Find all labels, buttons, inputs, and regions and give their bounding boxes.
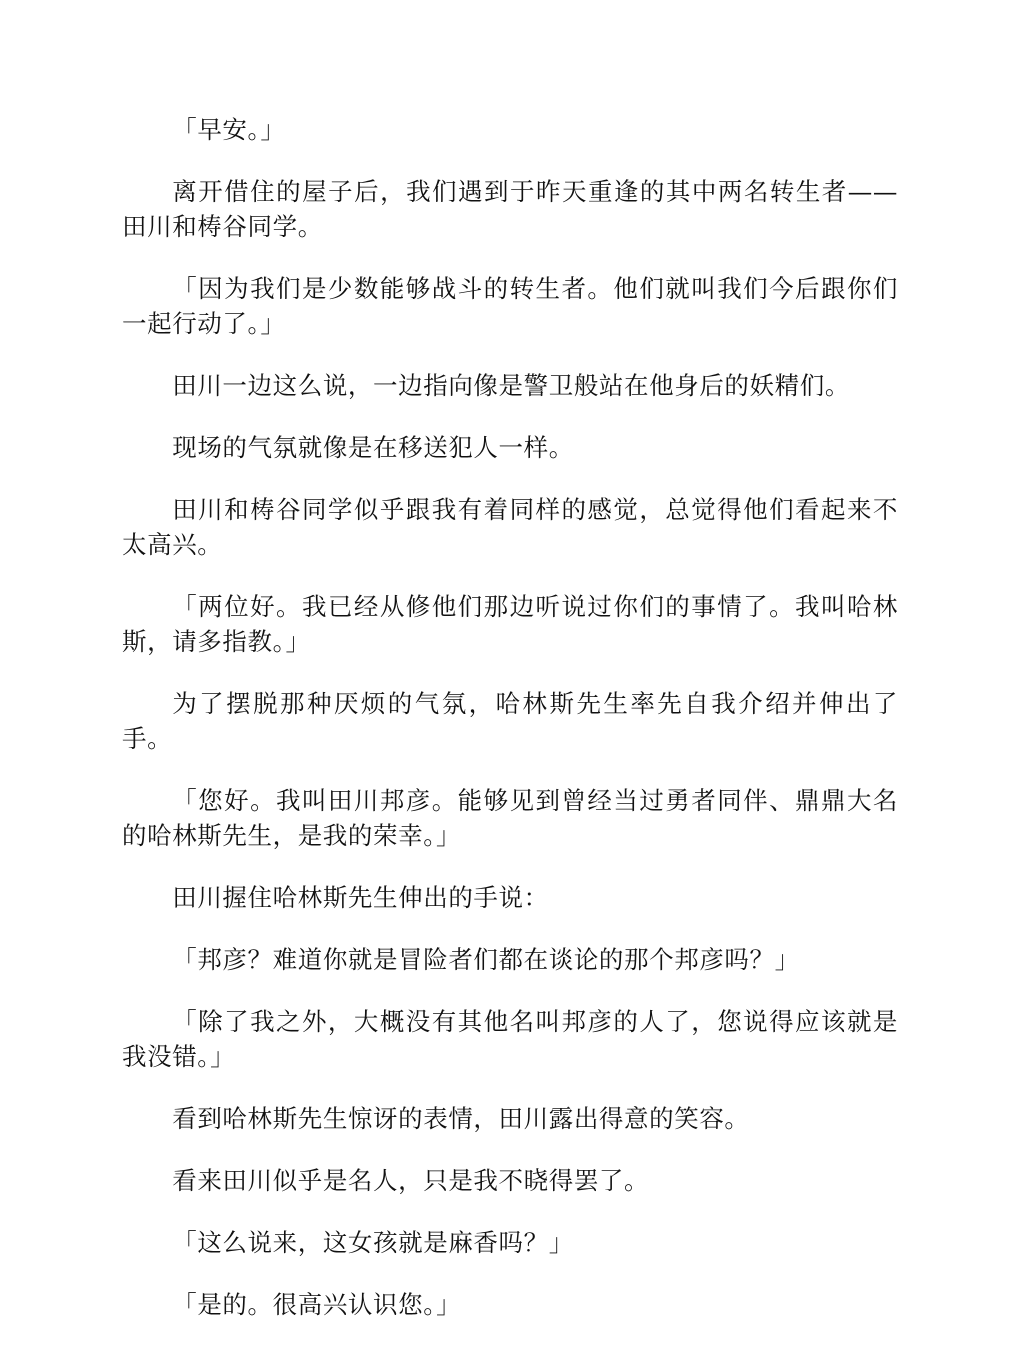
body-text: [122, 112, 898, 1349]
paragraph: 「您好。我叫田川邦彦。能够见到曾经当过勇者同伴、鼎鼎大名的哈林斯先生，是我的荣幸。」: [122, 786, 898, 850]
paragraph: 看来田川似乎是名人，只是我不晓得罢了。: [172, 1166, 650, 1195]
paragraph: 为了摆脱那种厌烦的气氛，哈林斯先生率先自我介绍并伸出了手。: [122, 689, 898, 753]
paragraph: 田川和梼谷同学似乎跟我有着同样的感觉，总觉得他们看起来不太高兴。: [122, 495, 898, 559]
paragraph: 「邦彦？难道你就是冒险者们都在谈论的那个邦彦吗？」: [172, 945, 800, 974]
paragraph: 「两位好。我已经从修他们那边听说过你们的事情了。我叫哈林斯，请多指教。」: [122, 592, 898, 656]
paragraph: 现场的气氛就像是在移送犯人一样。: [172, 433, 574, 462]
paragraph: 田川一边这么说，一边指向像是警卫般站在他身后的妖精们。: [172, 371, 850, 400]
paragraph: 「除了我之外，大概没有其他名叫邦彦的人了，您说得应该就是我没错。」: [122, 1007, 898, 1071]
paragraph: 看到哈林斯先生惊讶的表情，田川露出得意的笑容。: [172, 1104, 750, 1133]
paragraph: 离开借住的屋子后，我们遇到于昨天重逢的其中两名转生者——田川和梼谷同学。: [122, 177, 898, 241]
paragraph: 「因为我们是少数能够战斗的转生者。他们就叫我们今后跟你们一起行动了。」: [122, 274, 898, 338]
paragraph: 田川握住哈林斯先生伸出的手说：: [172, 883, 549, 912]
paragraph: 「早安。」: [172, 115, 286, 144]
paragraph: 「是的。很高兴认识您。」: [172, 1290, 462, 1319]
paragraph: 「这么说来，这女孩就是麻香吗？」: [172, 1228, 574, 1257]
